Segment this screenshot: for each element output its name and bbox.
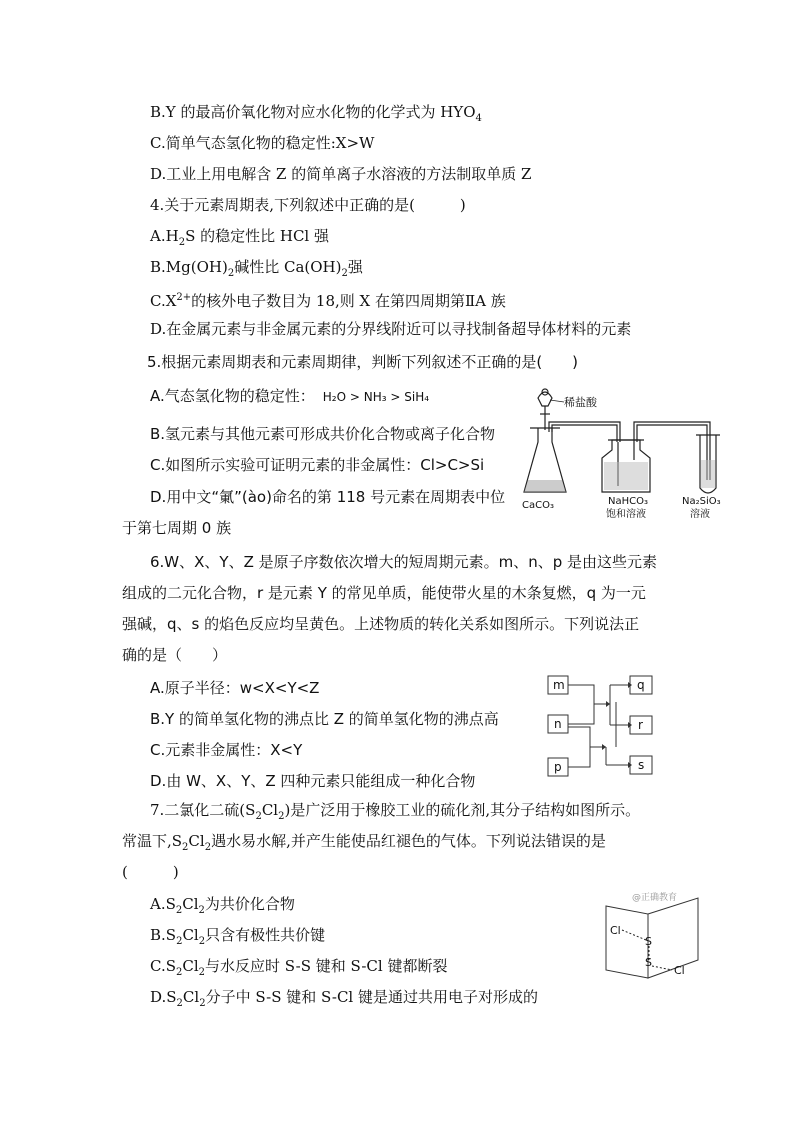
q4-option-a: $A.H_2S$ 的稳定性比 HCl 强	[150, 227, 329, 248]
node-p: p	[554, 760, 562, 774]
q5-option-c: C.如图所示实验可证明元素的非金属性：Cl>C>Si	[150, 456, 485, 474]
q5-option-b: B.氢元素与其他元素可形成共价化合物或离子化合物	[150, 425, 496, 443]
atom-s-1: S	[645, 935, 652, 948]
watermark: @正确教育	[632, 893, 678, 903]
q7-stem-line3: ( )	[122, 863, 179, 881]
na2sio3-label: Na₂SiO₃	[682, 496, 721, 507]
node-q: q	[637, 678, 645, 692]
node-m: m	[553, 678, 565, 692]
node-n: n	[554, 717, 562, 731]
atom-cl-2: Cl	[674, 964, 685, 977]
q5-option-d-line2: 于第七周期 0 族	[122, 519, 232, 537]
q7-option-a: $A.S_2Cl_2$为共价化合物	[150, 895, 295, 916]
atom-s-2: S	[645, 956, 652, 969]
q5-option-d-line1: D.用中文“氭”(ào)命名的第 118 号元素在周期表中位	[150, 488, 506, 506]
node-s: s	[638, 758, 645, 772]
acid-label: 稀盐酸	[564, 396, 597, 409]
caco3-label: CaCO₃	[522, 500, 554, 511]
na2sio3-solution-label: 溶液	[690, 509, 710, 520]
atom-cl-1: Cl	[610, 924, 621, 937]
q6-stem-line4: 确的是（ ）	[122, 646, 228, 664]
node-r: r	[638, 718, 643, 732]
q7-option-b: $B.S_2Cl_2$只含有极性共价键	[150, 926, 326, 947]
q6-stem-line3: 强碱，q、s 的焰色反应均呈黄色。上述物质的转化关系如图所示。下列说法正	[122, 615, 640, 633]
nahco3-solution-label: 饱和溶液	[606, 509, 646, 520]
q5-stem: 5.根据元素周期表和元素周期律，判断下列叙述不正确的是( )	[147, 353, 579, 371]
q3-option-c: C.简单气态氢化物的稳定性:X>W	[150, 134, 375, 152]
q7-option-c: $C.S_2Cl_2$与水反应时 S-S 键和 S-Cl 键都断裂	[150, 957, 448, 978]
q6-option-a: A.原子半径：w<X<Y<Z	[150, 679, 320, 697]
q5-option-a: A.气态氢化物的稳定性： H₂O > NH₃ > SiH₄	[150, 387, 430, 405]
q4-option-d: D.在金属元素与非金属元素的分界线附近可以寻找制备超导体材料的元素	[150, 320, 632, 338]
q6-option-b: B.Y 的简单氢化物的沸点比 Z 的简单氢化物的沸点高	[150, 710, 499, 728]
q4-option-b: $B.Mg(OH)_2$碱性比 $Ca(OH)_2$强	[150, 258, 363, 279]
q7-option-d: $D.S_2Cl_2$分子中 S-S 键和 S-Cl 键是通过共用电子对形成的	[150, 988, 538, 1009]
q4-option-c: $C.X^{2+}$的核外电子数目为 18,则 X 在第四周期第ⅡA 族	[150, 292, 506, 310]
q3-option-b: B.Y 的最高价氧化物对应水化物的化学式为 $HYO_4$	[150, 103, 482, 124]
transformation-diagram	[544, 672, 664, 782]
s2cl2-structure-figure	[600, 888, 710, 983]
q6-option-c: C.元素非金属性：X<Y	[150, 741, 303, 759]
q4-stem: 4.关于元素周期表,下列叙述中正确的是( )	[150, 196, 466, 214]
q7-stem-line1: 7.二氯化二硫$(S_2Cl_2)$是广泛用于橡胶工业的硫化剂,其分子结构如图所示。	[150, 801, 641, 822]
q6-stem-line1: 6.W、X、Y、Z 是原子序数依次增大的短周期元素。m、n、p 是由这些元素	[150, 553, 658, 571]
nahco3-label: NaHCO₃	[608, 496, 648, 507]
q3-option-d: D.工业上用电解含 Z 的简单离子水溶液的方法制取单质 Z	[150, 165, 532, 183]
q6-stem-line2: 组成的二元化合物，r 是元素 Y 的常见单质，能使带火星的木条复燃，q 为一元	[122, 584, 646, 602]
q6-option-d: D.由 W、X、Y、Z 四种元素只能组成一种化合物	[150, 772, 476, 790]
q7-stem-line2: 常温下$,S_2Cl_2$遇水易水解,并产生能使品红褪色的气体。下列说法错误的是	[122, 832, 606, 853]
apparatus-figure	[520, 380, 750, 520]
